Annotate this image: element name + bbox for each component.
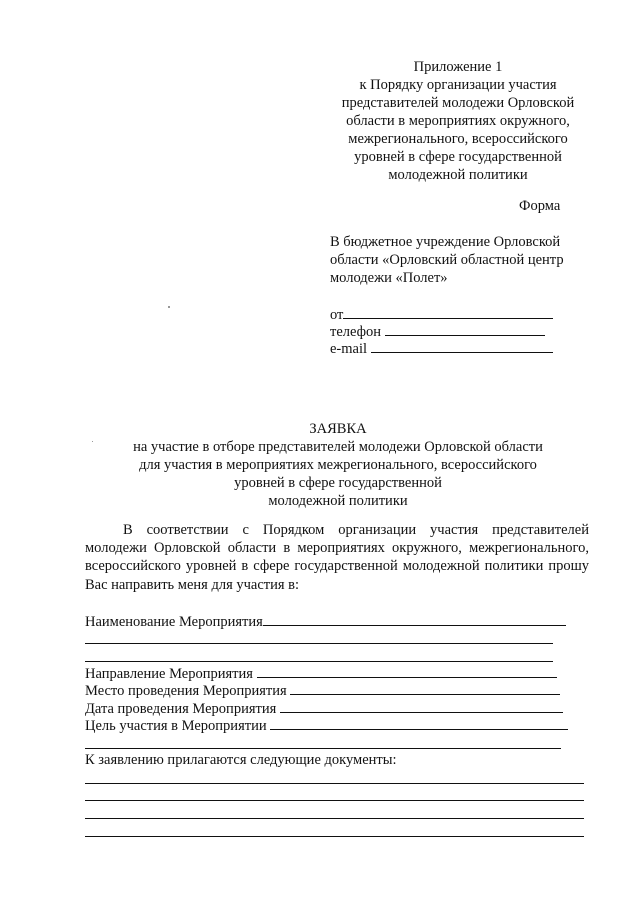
phone-label: телефон — [330, 324, 382, 340]
event-name-extra-line[interactable] — [85, 643, 553, 644]
body-paragraph: В соответствии с Порядком организации участия представителей молодежи Орловской области в мероприятиях окружного, межрегионального, всероссийского уровней в сфере государственной молодежной политики прошу Вас направить меня для участия в: — [85, 522, 589, 593]
annex-line: Приложение 1 — [413, 59, 503, 75]
goal-blank[interactable] — [270, 716, 568, 730]
direction-blank[interactable] — [257, 664, 557, 678]
event-name-blank[interactable] — [263, 612, 566, 626]
event-name-label: Наименование Мероприятия — [85, 614, 263, 630]
venue-label: Место проведения Мероприятия — [85, 683, 287, 699]
from-blank[interactable] — [343, 305, 553, 319]
attachments-line[interactable] — [85, 783, 584, 784]
direction-label: Направление Мероприятия — [85, 666, 253, 682]
goal-extra-line[interactable] — [85, 748, 561, 749]
goal-label: Цель участия в Мероприятии — [85, 718, 267, 734]
title-line: молодежной политики — [268, 493, 408, 509]
from-label: от — [330, 307, 344, 323]
title-line: уровней в сфере государственной — [234, 475, 442, 491]
date-blank[interactable] — [280, 699, 563, 713]
title-line: на участие в отборе представителей молодежи Орловской области — [133, 439, 543, 455]
attachments-line[interactable] — [85, 818, 584, 819]
phone-blank[interactable] — [385, 322, 545, 336]
title-heading: ЗАЯВКА — [309, 421, 367, 437]
scan-dot — [168, 306, 170, 308]
annex-line: представителей молодежи Орловской — [341, 95, 575, 111]
goal-field — [85, 716, 568, 735]
attachments-line[interactable] — [85, 836, 584, 837]
annex-line: области в мероприятиях окружного, — [346, 113, 570, 129]
email-blank[interactable] — [371, 339, 553, 353]
addressee-line: молодежи «Полет» — [330, 270, 448, 286]
annex-line: межрегионального, всероссийского — [348, 131, 568, 147]
addressee-line: В бюджетное учреждение Орловской — [330, 234, 561, 250]
attachments-line[interactable] — [85, 800, 584, 801]
form-label: Форма — [519, 198, 561, 214]
attachments-label: К заявлению прилагаются следующие документы: — [85, 752, 397, 768]
email-label: e-mail — [330, 341, 368, 357]
venue-field — [85, 681, 560, 700]
addressee-line: области «Орловский областной центр — [330, 252, 564, 268]
venue-blank[interactable] — [290, 681, 560, 695]
annex-line: уровней в сфере государственной — [354, 149, 562, 165]
addressee-block — [330, 233, 564, 287]
event-name-extra-line[interactable] — [85, 661, 553, 662]
annex-line: молодежной политики — [388, 167, 528, 183]
annex-header — [318, 58, 598, 184]
application-title — [60, 420, 616, 510]
event-name-field — [85, 612, 566, 631]
annex-line: к Порядку организации участия — [359, 77, 557, 93]
email-field — [330, 339, 553, 358]
title-line: для участия в мероприятиях межрегионального, всероссийского — [139, 457, 537, 473]
date-label: Дата проведения Мероприятия — [85, 701, 277, 717]
